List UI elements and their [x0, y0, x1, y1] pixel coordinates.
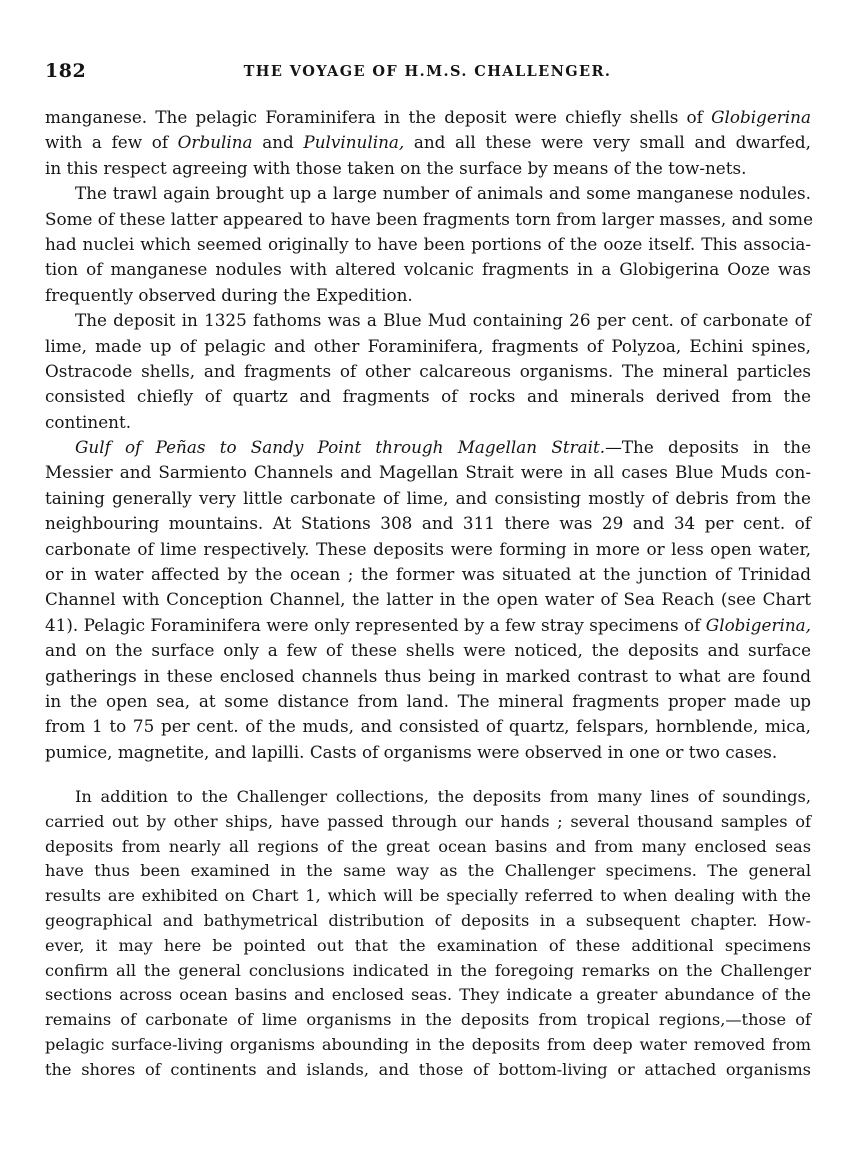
- page-number: 182: [45, 60, 87, 82]
- section-heading: Gulf of Peñas to Sandy Point through Magellan Strait.: [75, 437, 606, 458]
- text-line: results are exhibited on Chart 1, which will be specially referred to when dealing with the: [45, 886, 811, 906]
- text-line: consisted chiefly of quartz and fragments of rocks and minerals derived from the: [45, 386, 811, 407]
- text-line: manganese. The pelagic Foraminifera in the deposit were chiefly shells of Globigerina: [45, 107, 811, 127]
- text-line: Channel with Conception Channel, the latter in the open water of Sea Reach (see Chart: [45, 589, 811, 610]
- text-line: Gulf of Peñas to Sandy Point through Magellan Strait.—The deposits in the: [75, 437, 811, 458]
- text-line: carried out by other ships, have passed through our hands ; several thousand samples of: [45, 811, 811, 831]
- text-line: carbonate of lime respectively. These deposits were forming in more or less open water,: [45, 538, 811, 559]
- text-line: sections across ocean basins and enclosed seas. They indicate a greater abundance of the: [45, 985, 811, 1005]
- text-line: the shores of continents and islands, and those of bottom-living or attached organisms: [45, 1059, 811, 1079]
- text-line: Some of these latter appeared to have been fragments torn from larger masses, and some: [45, 208, 814, 229]
- text-line: and on the surface only a few of these shells were noticed, the deposits and surface: [45, 640, 811, 661]
- text-line: geographical and bathymetrical distribution of deposits in a subsequent chapter. How-: [45, 910, 811, 930]
- text-line: The deposit in 1325 fathoms was a Blue Mud containing 26 per cent. of carbonate of: [75, 310, 811, 331]
- text-line: neighbouring mountains. At Stations 308 and 311 there was 29 and 34 per cent. of: [45, 513, 811, 534]
- text-line: frequently observed during the Expedition.: [45, 284, 413, 305]
- text-line: deposits from nearly all regions of the great ocean basins and from many enclosed seas: [45, 836, 811, 856]
- lower-text-block: [45, 785, 811, 1083]
- running-title: THE VOYAGE OF H.M.S. CHALLENGER.: [243, 63, 612, 80]
- text-line: taining generally very little carbonate of lime, and consisting mostly of debris from the: [45, 487, 811, 508]
- text-line: In addition to the Challenger collections, the deposits from many lines of soundings,: [75, 787, 811, 806]
- upper-text-block: [45, 105, 814, 765]
- text-line: had nuclei which seemed originally to have been portions of the ooze itself. This associa-: [45, 233, 811, 254]
- page-header: [45, 60, 810, 86]
- text-line: pumice, magnetite, and lapilli. Casts of organisms were observed in one or two cases.: [45, 741, 778, 762]
- text-line: Messier and Sarmiento Channels and Magellan Strait were in all cases Blue Muds con-: [45, 462, 811, 483]
- text-line: or in water affected by the ocean ; the former was situated at the junction of Trinidad: [45, 564, 811, 585]
- text-line: in the open sea, at some distance from land. The mineral fragments proper made up: [45, 690, 811, 711]
- text-line: from 1 to 75 per cent. of the muds, and consisted of quartz, felspars, hornblende, mica,: [45, 716, 811, 737]
- text-line: The trawl again brought up a large number of animals and some manganese nodules.: [75, 183, 811, 204]
- text-line: Ostracode shells, and fragments of other calcareous organisms. The mineral particles: [45, 360, 811, 381]
- text-line: pelagic surface-living organisms abounding in the deposits from deep water removed from: [45, 1034, 811, 1054]
- text-line: in this respect agreeing with those taken on the surface by means of the tow-nets.: [45, 157, 747, 178]
- text-line: confirm all the general conclusions indicated in the foregoing remarks on the Challenger: [45, 960, 811, 980]
- text-line: continent.: [45, 411, 132, 432]
- text-line: tion of manganese nodules with altered volcanic fragments in a Globigerina Ooze was: [45, 259, 811, 280]
- text-line: remains of carbonate of lime organisms in the deposits from tropical regions,—those of: [45, 1010, 811, 1030]
- text-line: with a few of Orbulina and Pulvinulina, and all these were very small and dwarfed,: [45, 132, 811, 153]
- text-line: ever, it may here be pointed out that the examination of these additional specimens: [45, 935, 811, 955]
- text-line: 41). Pelagic Foraminifera were only represented by a few stray specimens of Globigerina,: [45, 614, 811, 635]
- text-line: gatherings in these enclosed channels thus being in marked contrast to what are found: [45, 665, 811, 686]
- text-line: lime, made up of pelagic and other Foraminifera, fragments of Polyzoa, Echini spines,: [45, 335, 811, 356]
- text-line: have thus been examined in the same way as the Challenger specimens. The general: [45, 861, 811, 881]
